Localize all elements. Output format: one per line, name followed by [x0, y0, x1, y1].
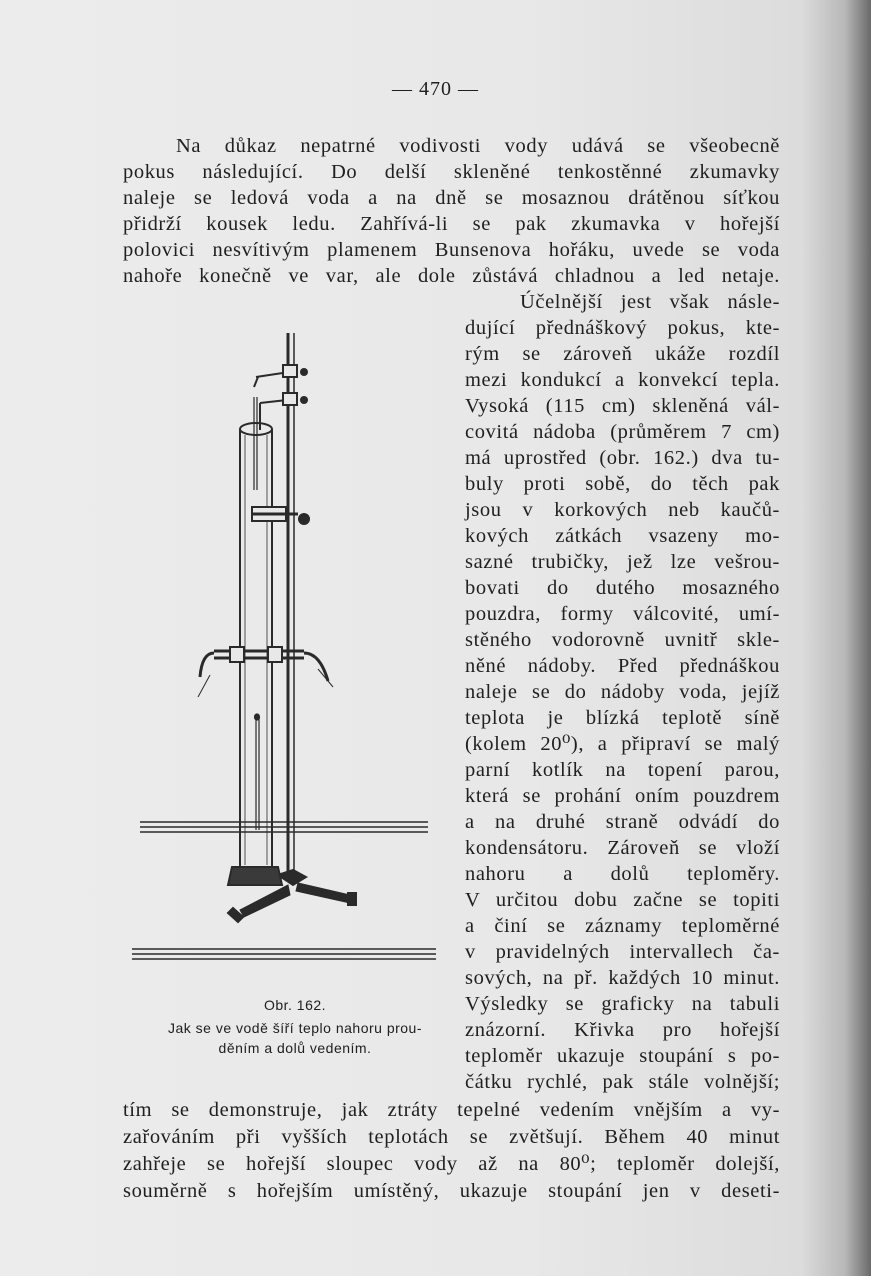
paragraph-2-line: sazné trubičky, jež lze vešrou- [465, 551, 780, 573]
paragraph-2-line: a činí se záznamy teploměrné [465, 915, 780, 937]
paragraph-1-line: naleje se ledová voda a na dně se mosaznou drátěnou síťkou [123, 187, 780, 209]
figure-caption-line: Jak se ve vodě šíří teplo nahoru prou- [167, 1020, 423, 1036]
paragraph-2-line: stěného vodorovně uvnitř skle- [465, 629, 780, 651]
brass-tube [200, 647, 328, 681]
top-clamps [254, 365, 307, 430]
paragraph-2-line: znázorní. Křivka pro hořejší [465, 1019, 780, 1041]
cylinder-base [228, 867, 282, 885]
paragraph-2-line: která se prohání oním pouzdrem [465, 785, 780, 807]
paragraph-1-line: Na důkaz nepatrné vodivosti vody udává se všeobecně [176, 135, 780, 157]
paragraph-2-line: Vysoká (115 cm) skleněná vál- [465, 395, 780, 417]
paragraph-2-line: nahoru a dolů teploměry. [465, 863, 780, 885]
paragraph-2-line: Výsledky se graficky na tabuli [465, 993, 780, 1015]
paragraph-2-line: kondensátoru. Zároveň se vloží [465, 837, 780, 859]
paragraph-2-line: čátku rychlé, pak stále volnější; [465, 1071, 780, 1093]
paragraph-1-line: polovici nesvítivým plamenem Bunsenova hořáku, uvede se voda [123, 239, 780, 261]
pointer-lines [198, 669, 333, 697]
paragraph-1-line: nahoře konečně ve var, ale dole zůstává chladnou a led netaje. [123, 265, 780, 287]
paragraph-3-line: souměrně s hořejším umístěný, ukazuje stoupání jen v deseti- [123, 1180, 780, 1202]
paragraph-2-line: parní kotlík na topení parou, [465, 759, 780, 781]
paragraph-2-line: rým se zároveň ukáže rozdíl [465, 343, 780, 365]
paragraph-2-line: pouzdra, formy válcovité, umí- [465, 603, 780, 625]
paragraph-2-line: má uprostřed (obr. 162.) dva tu- [465, 447, 780, 469]
paragraph-3-line: zařováním při vyšších teplotách se zvětšují. Během 40 minut [123, 1126, 780, 1148]
paragraph-2-line: v pravidelných intervallech ča- [465, 941, 780, 963]
paragraph-2-line: dující přednáškový pokus, kte- [465, 317, 780, 339]
paragraph-2-line: něné nádoby. Před přednáškou [465, 655, 780, 677]
paragraph-2-line: covitá nádoba (průměrem 7 cm) [465, 421, 780, 443]
paragraph-2-line: kových zátkách vsazeny mo- [465, 525, 780, 547]
paragraph-2-line: mezi kondukcí a konvekcí tepla. [465, 369, 780, 391]
paragraph-2-line: a na druhé straně odvádí do [465, 811, 780, 833]
paragraph-2-line: V určitou dobu začne se topiti [465, 889, 780, 911]
middle-clamp [252, 507, 309, 524]
paragraph-2-line: jsou v korkových neb kaučů- [465, 499, 780, 521]
paragraph-2-line: teplota je blízká teplotě síně [465, 707, 780, 729]
paragraph-2-line: sových, na př. každých 10 minut. [465, 967, 780, 989]
paragraph-1-line: pokus následující. Do delší skleněné tenkostěnné zkumavky [123, 161, 780, 183]
stand-rod [288, 333, 294, 880]
paragraph-1-line: přidrží kousek ledu. Zahřívá-li se pak zkumavka v hořejší [123, 213, 780, 235]
paragraph-2-line: bovati do dutého mosazného [465, 577, 780, 599]
apparatus-illustration [128, 325, 448, 965]
paragraph-2-line: buly proti sobě, do těch pak [465, 473, 780, 495]
thermometers [254, 397, 260, 830]
page-number: — 470 — [392, 78, 479, 100]
paragraph-2-line: naleje se do nádoby voda, jejíž [465, 681, 780, 703]
paragraph-3-line: zahřeje se hořejší sloupec vody až na 80⁰; teploměr dolejší, [123, 1153, 780, 1175]
paragraph-2-line: (kolem 20⁰), a připraví se malý [465, 733, 780, 755]
paragraph-2-line: teploměr ukazuje stoupání s po- [465, 1045, 780, 1067]
paragraph-3-line: tím se demonstruje, jak ztráty tepelné vedením vnějším a vy- [123, 1099, 780, 1121]
figure-number: Obr. 162. [263, 997, 327, 1013]
paragraph-2-line: Účelnější jest však násle- [520, 291, 780, 313]
figure-caption-line: děním a dolů vedením. [218, 1040, 372, 1056]
